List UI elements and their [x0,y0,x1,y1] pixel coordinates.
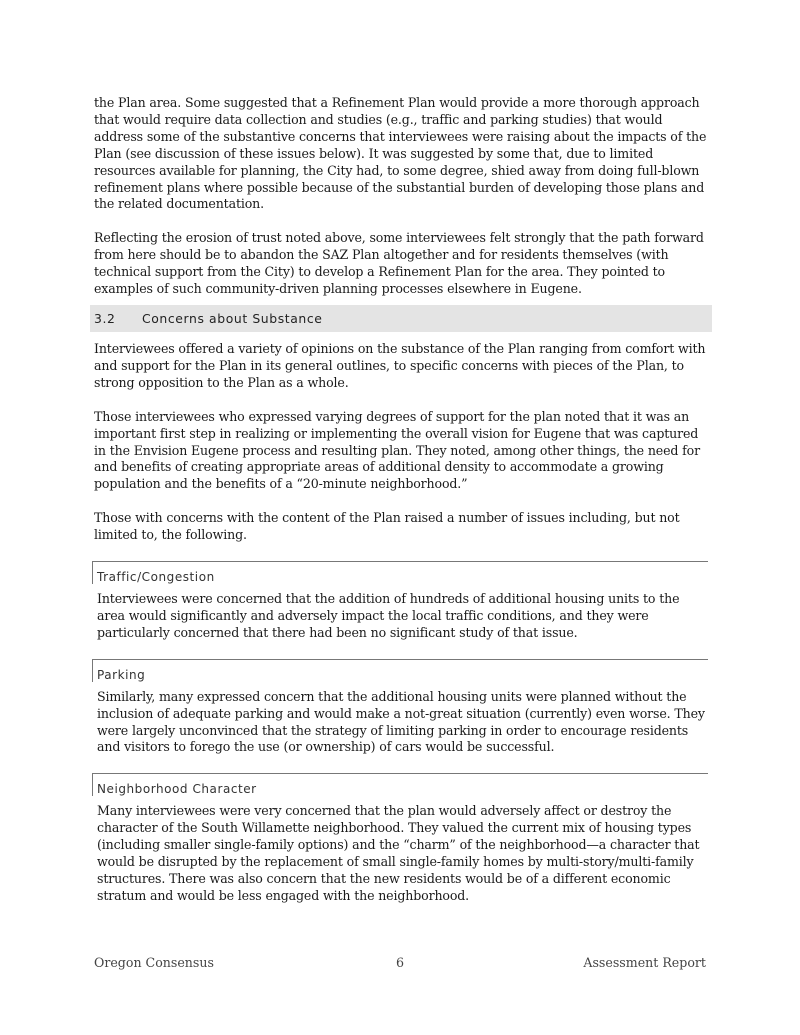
page-footer [94,955,706,970]
section-heading [90,305,712,332]
paragraph-plan-area: the Plan area. Some suggested that a Refinement Plan would provide a more thorough approach that would require data collection and studies (e.g., traffic and parking studies) that would address some of the substantive concerns that interviewees were raising about the impacts of the Plan (see discussion of these issues below). It was suggested by some that, due to limited resources available for planning, the City had, to some degree, shied away from doing full-blown refinement plans where possible because of the substantial burden of developing those plans and the related documentation. [94,95,707,212]
paragraph-erosion-of-trust: Reflecting the erosion of trust noted above, some interviewees felt strongly that the path forward from here should be to abandon the SAZ Plan altogether and for residents themselves (with technical support from the City) to develop a Refinement Plan for the area. They pointed to examples of such community-driven planning processes elsewhere in Eugene. [94,230,704,297]
page-number: 6 [395,955,404,970]
callout-text: Interviewees were concerned that the addition of hundreds of additional housing units to the area would significantly and adversely impact the local traffic conditions, and they were particularly concerned that there had been no significant study of that issue. [97,591,680,640]
paragraph-opinions: Interviewees offered a variety of opinions on the substance of the Plan ranging from comfort with and support for the Plan in its general outlines, to specific concerns with pieces of the Plan, to strong opposition to the Plan as a whole. [94,340,706,390]
callout-traffic [92,561,708,642]
callout-neighborhood-character [92,773,708,904]
callout-label: Neighborhood Character [92,773,708,796]
callout-label: Parking [92,659,708,682]
callout-label: Traffic/Congestion [92,561,708,584]
paragraph-concerns-intro: Those with concerns with the content of the Plan raised a number of issues including, but not limited to, the following. [94,510,680,543]
callout-parking [92,659,708,757]
callout-text: Many interviewees were very concerned that the plan would adversely affect or destroy the character of the South Willamette neighborhood. They valued the current mix of housing types (including smaller single-family options) and the “charm” of the neighborhood—a character that would be disrupted by the replacement of small single-family homes by multi-story/multi-family structures. There was also concern that the new residents would be of a different economic stratum and would be less engaged with the neighborhood. [97,803,700,903]
section-number: 3.2 [94,310,116,326]
footer-organization: Oregon Consensus [94,955,214,970]
section-title: Concerns about Substance [142,310,323,326]
page-content [94,95,708,905]
paragraph-support: Those interviewees who expressed varying degrees of support for the plan noted that it was an important first step in realizing or implementing the overall vision for Eugene that was captured in the Envision Eugene process and resulting plan. They noted, among other things, the need for and benefits of creating appropriate areas of additional density to accommodate a growing population and the benefits of a “20-minute neighborhood.” [94,408,700,492]
callout-text: Similarly, many expressed concern that the additional housing units were planned without the inclusion of adequate parking and would make a not-great situation (currently) even worse. They were largely unconvinced that the strategy of limiting parking in order to encourage residents and visitors to forego the use (or ownership) of cars would be successful. [97,688,705,755]
footer-report-title: Assessment Report [583,955,706,970]
